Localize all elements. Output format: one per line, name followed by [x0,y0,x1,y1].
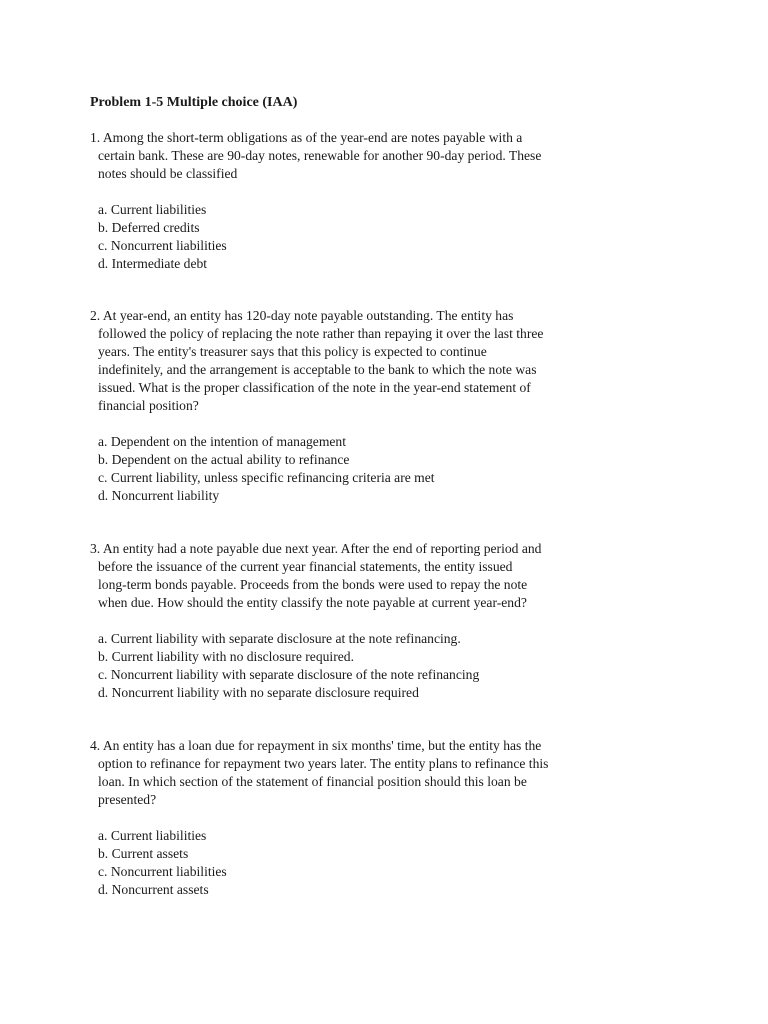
choice-a: a. Dependent on the intention of management [98,434,347,449]
choice-c: c. Noncurrent liabilities [98,864,227,879]
choice-d: d. Noncurrent assets [98,882,209,897]
choice-a: a. Current liabilities [98,828,207,843]
question-text: 3. An entity had a note payable due next year. After the end of reporting period and before the issuance of the current year financial statements, the entity issued long-term bonds payable. Proceeds from the bonds were used to repay the note when due. How should the entity classify the note payable at current year-end? [90,541,542,610]
question-3 [90,540,610,702]
choice-d: d. Noncurrent liability [98,488,220,503]
question-1 [90,129,610,273]
choice-list [90,630,610,702]
question-2 [90,307,610,505]
choice-a: a. Current liability with separate disclosure at the note refinancing. [98,631,461,646]
choice-b: b. Current assets [98,846,189,861]
choice-b: b. Current liability with no disclosure required. [98,649,354,664]
choice-c: c. Noncurrent liabilities [98,238,227,253]
choice-d: d. Noncurrent liability with no separate disclosure required [98,685,419,700]
question-4 [90,737,610,899]
choice-d: d. Intermediate debt [98,256,208,271]
choice-list [90,201,610,273]
choice-a: a. Current liabilities [98,202,207,217]
choice-c: c. Noncurrent liability with separate disclosure of the note refinancing [98,667,480,682]
document-title: Problem 1-5 Multiple choice (IAA) [90,95,298,110]
choice-b: b. Dependent on the actual ability to refinance [98,452,350,467]
question-text: 4. An entity has a loan due for repayment in six months' time, but the entity has the option to refinance for repayment two years later. The entity plans to refinance this loan. In which section of the statement of financial position should this loan be presented? [90,738,549,807]
choice-c: c. Current liability, unless specific refinancing criteria are met [98,470,435,485]
choice-list [90,827,610,899]
choice-list [90,433,610,505]
question-text: 2. At year-end, an entity has 120-day note payable outstanding. The entity has followed the policy of replacing the note rather than repaying it over the last three years. The entity's treasurer says that this policy is expected to continue indefinitely, and the arrangement is acceptable to the bank to which the note was issued. What is the proper classification of the note in the year-end statement of financial position? [90,308,544,413]
question-text: 1. Among the short-term obligations as of the year-end are notes payable with a certain bank. These are 90-day notes, renewable for another 90-day period. These notes should be classified [90,130,542,181]
choice-b: b. Deferred credits [98,220,200,235]
